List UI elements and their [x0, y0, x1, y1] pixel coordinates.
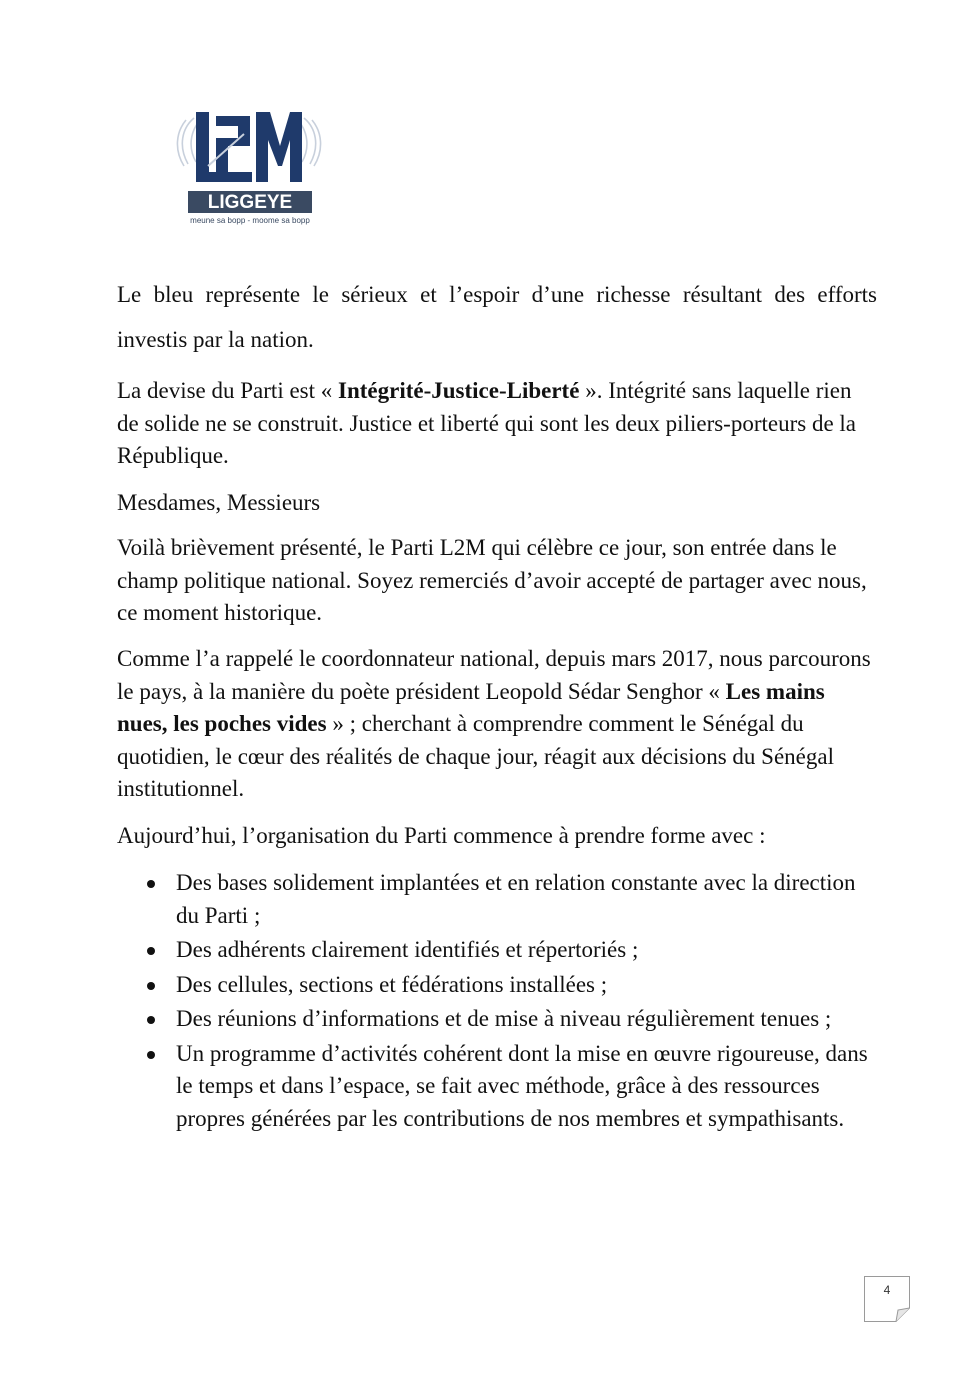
senghor-quote: Les mains nues, les poches vides	[117, 678, 825, 736]
motto-bold: Intégrité-Justice-Liberté	[338, 378, 580, 403]
paragraph-salutation: Mesdames, Messieurs	[117, 490, 321, 515]
paragraph-motto	[117, 375, 877, 473]
logo-name: LIGGEYE	[207, 192, 293, 213]
logo-tagline: meune sa bopp - moome sa bopp	[190, 216, 310, 225]
organisation-list	[117, 867, 877, 1137]
motto-intro: La devise du Parti est «	[117, 378, 339, 403]
list-item: Un programme d’activités cohérent dont la mise en œuvre rigoureuse, dans le temps et dans l’espace, se fait avec méthode, grâce à des ressources propres générées par les contributions de nos membres et sympathisants.	[117, 1038, 877, 1136]
list-item: Des adhérents clairement identifiés et répertoriés ;	[117, 934, 877, 967]
senghor-intro: Comme l’a rappelé le coordonnateur national, depuis mars 2017, nous parcourons le pays, à la manière du poète président Leopold Sédar Senghor «	[117, 646, 871, 704]
l2m-liggeye-logo	[174, 106, 324, 230]
motto-rest: ». Intégrité sans laquelle rien de solide ne se construit. Justice et liberté qui sont les deux piliers-porteurs de la République.	[117, 378, 857, 468]
paragraph-organisation: Aujourd’hui, l’organisation du Parti commence à prendre forme avec :	[117, 823, 766, 848]
paragraph-blue-meaning: Le bleu représente le sérieux et l’espoir d’une richesse résultant des efforts investis par la nation.	[117, 282, 877, 352]
list-item: Des cellules, sections et fédérations installées ;	[117, 969, 877, 1002]
senghor-rest: » ; cherchant à comprendre comment le Sénégal du quotidien, le cœur des réalités de chaque jour, réagit aux décisions du Sénégal institutionnel.	[117, 711, 834, 801]
list-item: Des réunions d’informations et de mise à niveau régulièrement tenues ;	[117, 1003, 877, 1036]
paragraph-senghor	[117, 643, 877, 806]
list-item: Des bases solidement implantées et en relation constante avec la direction du Parti ;	[117, 867, 877, 932]
page-number: 4	[883, 1283, 891, 1297]
paragraph-presentation: Voilà brièvement présenté, le Parti L2M qui célèbre ce jour, son entrée dans le champ politique national. Soyez remerciés d’avoir accepté de partager avec nous, ce moment historique.	[117, 535, 867, 625]
